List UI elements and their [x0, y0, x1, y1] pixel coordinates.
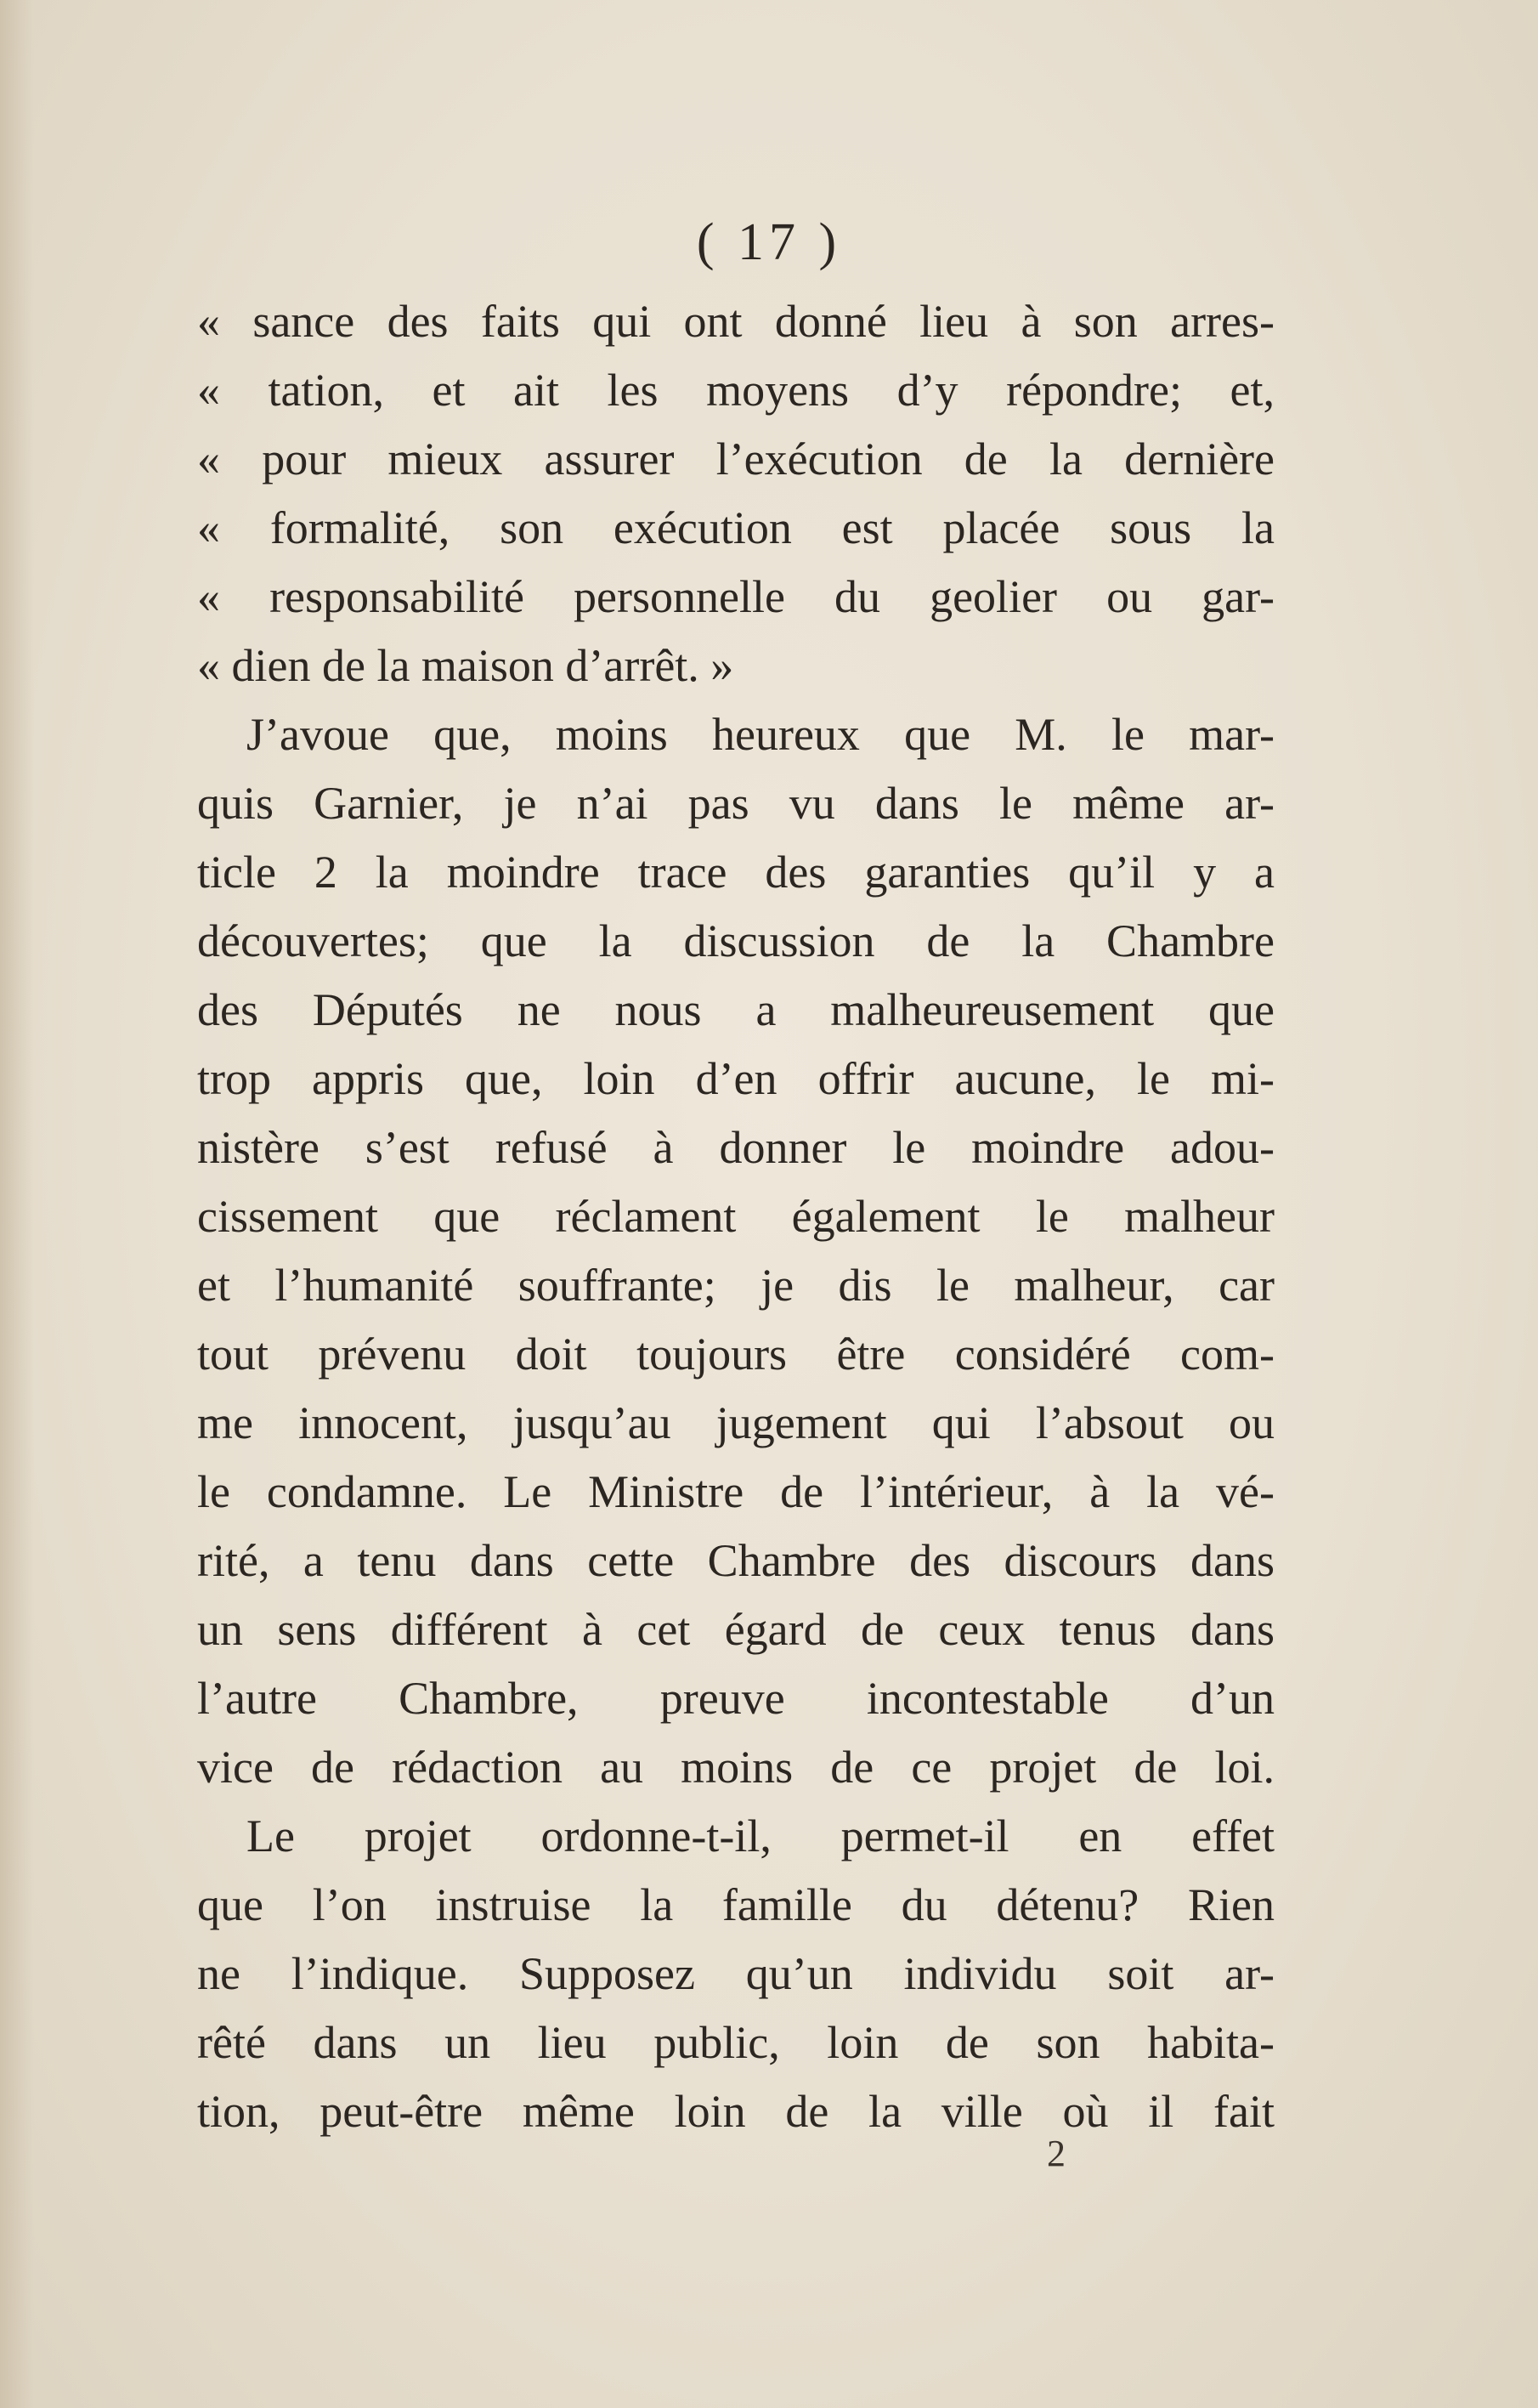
text-line: et l’humanité souffrante; je dis le malheur, car — [197, 1260, 1275, 1311]
page-edge-shadow — [0, 0, 34, 2408]
text-line: cissement que réclament également le malheur — [197, 1191, 1275, 1242]
text-line: un sens différent à cet égard de ceux tenus dans — [197, 1604, 1275, 1655]
body-text — [197, 287, 1275, 2146]
text-line: tout prévenu doit toujours être considéré com- — [197, 1329, 1275, 1380]
text-line: « sance des faits qui ont donné lieu à son arres- — [197, 296, 1275, 347]
text-line: l’autre Chambre, preuve incontestable d’un — [197, 1673, 1275, 1724]
text-line: trop appris que, loin d’en offrir aucune, le mi- — [197, 1053, 1275, 1104]
text-line: quis Garnier, je n’ai pas vu dans le même ar- — [197, 778, 1275, 829]
text-line: tion, peut-être même loin de la ville où il fait — [197, 2086, 1275, 2137]
text-line: que l’on instruise la famille du détenu? Rien — [197, 1879, 1275, 1930]
text-line: « dien de la maison d’arrêt. » — [197, 640, 734, 691]
text-line: ticle 2 la moindre trace des garanties qu’il y a — [197, 847, 1275, 898]
text-line: me innocent, jusqu’au jugement qui l’absout ou — [197, 1397, 1275, 1448]
text-line: rité, a tenu dans cette Chambre des discours dans — [197, 1535, 1275, 1586]
text-line: vice de rédaction au moins de ce projet de loi. — [197, 1742, 1275, 1793]
text-line: rêté dans un lieu public, loin de son habita- — [197, 2017, 1275, 2068]
text-line: le condamne. Le Ministre de l’intérieur, à la vé- — [197, 1466, 1275, 1517]
signature-mark: 2 — [1047, 2133, 1066, 2174]
text-line: des Députés ne nous a malheureusement que — [197, 984, 1275, 1035]
text-line: « responsabilité personnelle du geolier ou gar- — [197, 571, 1275, 622]
text-line: découvertes; que la discussion de la Chambre — [197, 915, 1275, 966]
paragraph-start-line: J’avoue que, moins heureux que M. le mar- — [246, 709, 1275, 760]
text-line: « formalité, son exécution est placée sous la — [197, 502, 1275, 553]
text-line: nistère s’est refusé à donner le moindre adou- — [197, 1122, 1275, 1173]
text-line: « tation, et ait les moyens d’y répondre; et, — [197, 365, 1275, 416]
paragraph-start-line: Le projet ordonne-t-il, permet-il en effet — [246, 1810, 1275, 1861]
text-line: ne l’indique. Supposez qu’un individu soit ar- — [197, 1948, 1275, 1999]
text-line: « pour mieux assurer l’exécution de la dernière — [197, 433, 1275, 484]
page-number: ( 17 ) — [696, 213, 842, 271]
